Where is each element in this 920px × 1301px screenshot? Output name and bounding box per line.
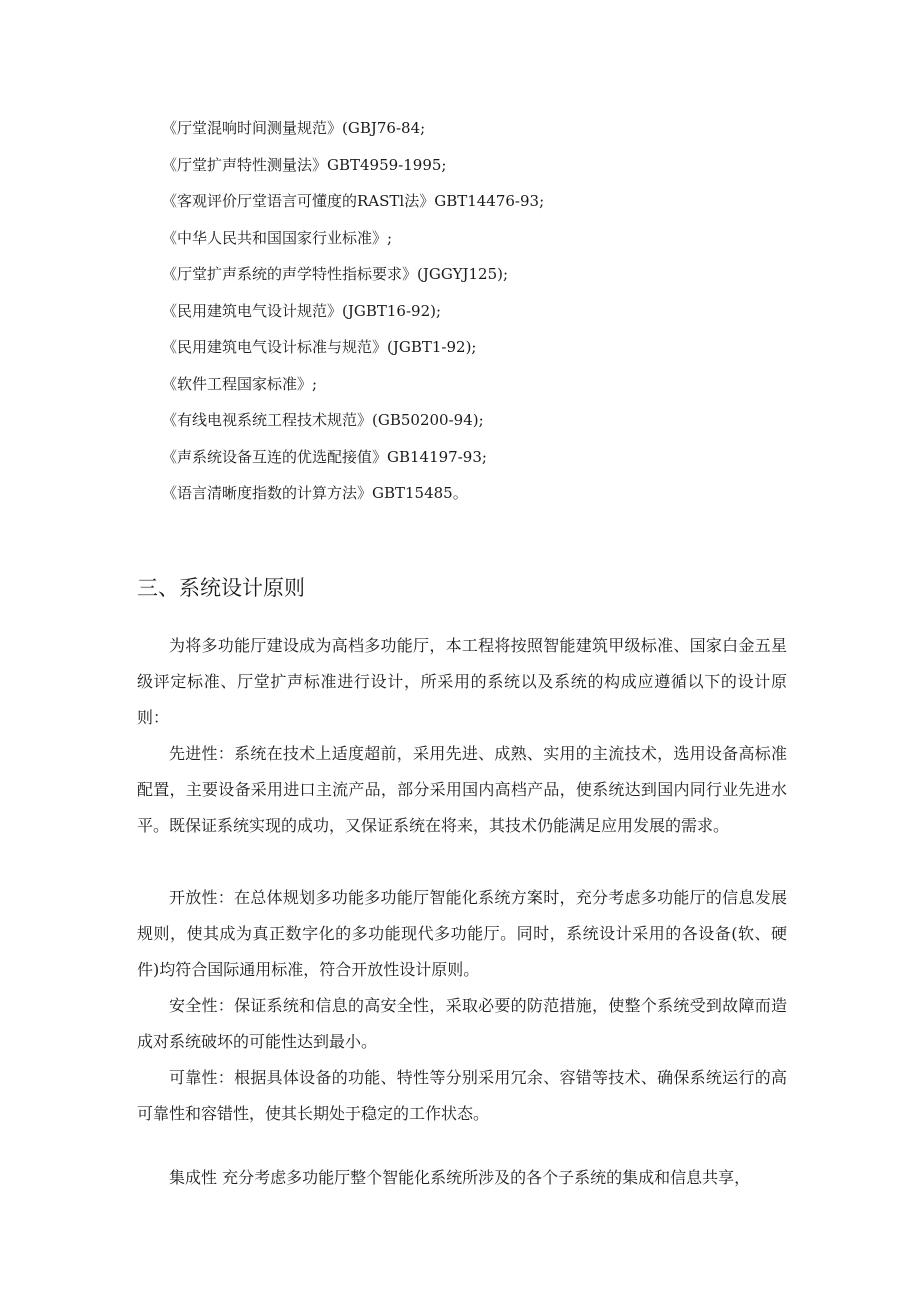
section-heading: 三、系统设计原则 xyxy=(137,576,305,600)
advanced-principle-paragraph: 先进性：系统在技术上适度超前，采用先进、成熟、实用的主流技术，选用设备高标准配置，主要设备采用进口主流产品，部分采用国内高档产品，使系统达到国内同行业先进水平。既保证系统实现的成功，又保证系统在将来，其技术仍能满足应用发展的需求。 xyxy=(137,744,787,835)
reference-item: 《厅堂扩声特性测量法》GBT4959-1995; xyxy=(162,155,447,174)
reference-item: 《语言清晰度指数的计算方法》GBT15485。 xyxy=(162,484,468,502)
reference-item: 《有线电视系统工程技术规范》(GB50200-94); xyxy=(162,411,484,429)
intro-paragraph: 为将多功能厅建设成为高档多功能厅，本工程将按照智能建筑甲级标准、国家白金五星级评定标准、厅堂扩声标准进行设计，所采用的系统以及系统的构成应遵循以下的设计原则： xyxy=(137,636,787,727)
reference-item: 《客观评价厅堂语言可懂度的RASTl法》GBT14476-93; xyxy=(162,192,545,210)
reference-item: 《中华人民共和国国家行业标准》; xyxy=(162,228,393,247)
reference-item: 《厅堂混响时间测量规范》(GBJ76-84; xyxy=(162,119,426,137)
reference-item: 《民用建筑电气设计标准与规范》(JGBT1-92); xyxy=(162,338,477,356)
reliability-principle-paragraph: 可靠性：根据具体设备的功能、特性等分别采用冗余、容错等技术、确保系统运行的高可靠性和容错性，使其长期处于稳定的工作状态。 xyxy=(137,1068,787,1123)
security-principle-paragraph: 安全性：保证系统和信息的高安全性，采取必要的防范措施，使整个系统受到故障而造成对系统破坏的可能性达到最小。 xyxy=(137,996,787,1051)
reference-item: 《声系统设备互连的优选配接值》GB14197-93; xyxy=(162,447,487,466)
reference-standards-list xyxy=(162,116,802,518)
reference-item: 《软件工程国家标准》; xyxy=(162,374,318,393)
openness-principle-paragraph: 开放性：在总体规划多功能多功能厅智能化系统方案时，充分考虑多功能厅的信息发展规则，使其成为真正数字化的多功能现代多功能厅。同时，系统设计采用的各设备(软、硬件)均符合国际通用标准，符合开放性设计原则。 xyxy=(137,888,787,979)
integration-principle-paragraph: 集成性 充分考虑多功能厅整个智能化系统所涉及的各个子系统的集成和信息共享， xyxy=(169,1168,751,1187)
reference-item: 《厅堂扩声系统的声学特性指标要求》(JGGYJ125); xyxy=(162,265,509,283)
reference-item: 《民用建筑电气设计规范》(JGBT16-92); xyxy=(162,301,442,320)
